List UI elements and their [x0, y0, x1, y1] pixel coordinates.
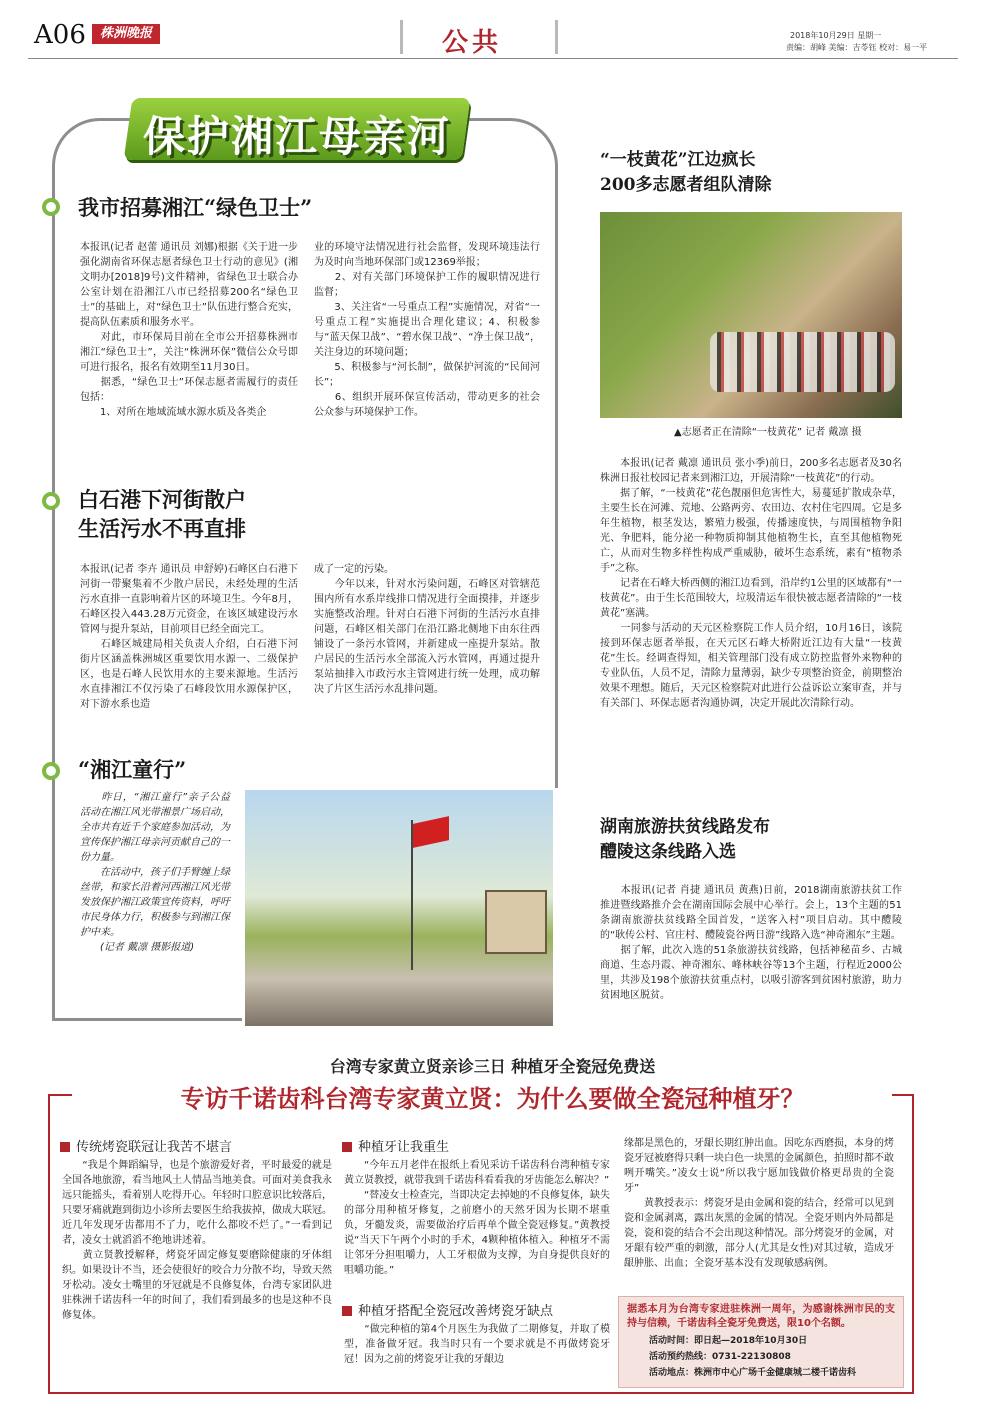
article-body-col2: 业的环境守法情况进行社会监督，发现环境违法行为及时向当地环保部门或12369举报； 2、对有关部门环境保护工作的履职情况进行监督； 3、关注省“一号重点工程”实施情况，对省“一号重点工程”实施提出合理化建议；4、积极参与“蓝天保卫战”、“碧水保卫战”、“净土保卫战”，关注身边的环境问题； 5、积极参与“河长制”，做保护河流的“民间河长”； 6、组织开展环保宣传活动，带动更多的社会公众参与环境保护工作。: [314, 242, 540, 418]
bullet-icon: [342, 1142, 352, 1152]
article-body-col2: 成了一定的污染。 今年以来，针对水污染问题，石峰区对管辖范围内所有水系岸线排口情况进行全面摸排，并逐步实施整改治理。针对白石港下河街的生活污水直排问题，石峰区相关部门在沿江路北侧地下由东往西铺设了一条污水管网，并新建成一座提升泵站。散户居民的生活污水全部流入污水管网，再通过提升泵站抽排入市政污水主管网进行统一处理，成功解决了片区生活污水乱排问题。: [314, 564, 540, 695]
event-photo: [245, 790, 553, 1026]
ad-section-title-text: 种植牙让我重生: [358, 1140, 450, 1155]
article-body-col1: 本报讯(记者 赵蕾 通讯员 刘娜)根据《关于进一步强化湖南省环保志愿者绿色卫士行动的意见》(湘文明办[2018]9号)文件精神，省绿色卫士联合办公室计划在沿湘江八市已经招募200名“绿色卫士”的基础上，对“绿色卫士”队伍进行整合充实，提高队伍素质和服务水平。 对此，市环保局目前在全市公开招募株洲市湘江“绿色卫士”，关注“株洲环保”微信公众号即可进行报名，报名有效期至11月30日。 据悉，“绿色卫士”环保志愿者需履行的责任包括： 1、对所在地域流域水源水质及各类企: [80, 242, 298, 418]
volunteer-photo: [600, 212, 902, 418]
section-dot-icon: [42, 492, 60, 510]
paper-logo: [92, 24, 160, 44]
section-title: 公共: [442, 28, 503, 58]
ad-col3-body: 缘都是黑色的，牙龈长期红肿出血。因吃东西磨损，本身的烤瓷牙冠被磨得只剩一块白色一块黑的金属颜色，拍照时都不敢咧开嘴笑。”凌女士说“所以我宁愿加钱做价格更昂贵的全瓷牙” 黄教授表示：烤瓷牙是由金属和瓷的结合，经常可以见到瓷和金属剥离，露出灰黑的金属的情况。全瓷牙则内外局都是瓷，瓷和瓷的结合不会出现这种情况。部分烤瓷牙的金属，对牙龈有较严重的刺激，部分人(尤其是女性)对其过敏，造成牙龈肿胀、出血；全瓷牙基本没有发现敏感病例。: [624, 1138, 894, 1269]
ad-section-title-text: 种植牙搭配全瓷冠改善烤瓷牙缺点: [358, 1304, 554, 1319]
page-number: A06: [34, 20, 86, 50]
bullet-icon: [342, 1306, 352, 1316]
article-body: 本报讯(记者 戴凛 通讯员 张小季)前日，200多名志愿者及30名株洲日报社校园记者来到湘江边，开展清除“一枝黄花”的行动。 据了解，“一枝黄花”花色靓丽但危害性大，易蔓延扩散成杂草，主要生长在河滩、荒地、公路两旁、农田边、农村住宅四周。它是多年生植物，根茎发达，繁殖力极强，传播速度快，与周围植物争阳光、争肥料，能分泌一种物质抑制其他植物生长，直至其他植物死亡，从而对生物多样性构成严重威胁，破坏生态系统，素有“植物杀手”之称。 记者在石峰大桥西侧的湘江边看到，沿岸约1公里的区域都有“一枝黄花”。由于生长范围较大，垃圾清运车很快被志愿者清除的“一枝黄花”塞满。 一同参与活动的天元区检察院工作人员介绍，10月16日，该院接到环保志愿者举报，在天元区石峰大桥附近江边有大量“一枝黄花”生长。经调查得知，相关管理部门没有成立防控监督外来物种的专业队伍，人员不足，清除力量薄弱，缺少专项整治资金，前期整治效果不理想。随后，天元区检察院对此进行公益诉讼立案审查，并与有关部门、环保志愿者沟通协调，决定开展此次清除行动。: [600, 458, 902, 709]
sign-board: [485, 890, 547, 954]
ad-section-title-text: 传统烤瓷联冠让我苦不堪言: [76, 1140, 233, 1155]
ad-headline: 专访千诺齿科台湾专家黄立贤：为什么要做全瓷冠种植牙？: [180, 1085, 805, 1113]
article-title-line2: 200多志愿者组队清除: [600, 175, 772, 195]
section-dot-icon: [42, 762, 60, 780]
ad-section-body: “今年五月老伴在报纸上看见采访千诺齿科台湾种植专家黄立贤教授，就带我到千诺齿科看看我的牙齿能怎么解决？” “替凌女士检查完，当即决定去掉她的不良修复体，缺失的部分用种植牙修复，之前磨小的天然牙因为长期不堪重负，牙髓发炎，需要做治疗后再单个做全瓷冠修复。”黄教授说“当天下午两个小时的手术，4颗种植体植入。种植牙不需让邻牙分担咀嚼力，人工牙根做为支撑，为自身提供良好的咀嚼功能。”: [344, 1160, 610, 1276]
ad-activity-time: 活动时间：即日起—2018年10月30日: [649, 1336, 808, 1346]
masthead: [0, 0, 985, 62]
masthead-divider-right: [555, 20, 558, 54]
photo-caption: ▲志愿者正在清除“一枝黄花” 记者 戴凛 摄: [674, 427, 862, 438]
article-title-line1: 湖南旅游扶贫线路发布: [600, 817, 770, 837]
masthead-date: 2018年10月29日 星期一: [790, 31, 882, 40]
feature-frame-bottom: [52, 1018, 242, 1021]
article-title: “湘江童行”: [78, 757, 187, 782]
article-title: 我市招募湘江“绿色卫士”: [78, 195, 313, 220]
paper-logo-text: 株洲晚报: [99, 26, 152, 41]
feature-banner-text: 保护湘江母亲河: [142, 112, 451, 161]
ad-section-title: [342, 1136, 449, 1155]
section-dot-icon: [42, 198, 60, 216]
masthead-divider-left: [400, 20, 403, 54]
masthead-editors: 责编：胡峰 美编：吉苓钰 校对：易一平: [786, 43, 928, 52]
article-title-line1: 白石港下河街散户: [78, 487, 246, 512]
flag-icon: [413, 816, 449, 848]
article-body-col1: 本报讯(记者 李卉 通讯员 申舒婷)石峰区白石港下河街一带聚集着不少散户居民，未经处理的生活污水直排一直影响着片区的环境卫生。今年8月，石峰区投入443.28万元资金，在该区域建设污水管网与提升泵站，目前项目已经全面完工。 石峰区城建局相关负责人介绍，白石港下河街片区涵盖株洲城区重要饮用水源一、二级保护区，也是石峰人民饮用水的主要来源地。生活污水直排湘江不仅污染了石峰段饮用水源保护区，对下游水系也造: [80, 564, 298, 710]
ad-subtitle: 台湾专家黄立贤亲诊三日 种植牙全瓷冠免费送: [329, 1057, 656, 1076]
ad-activity-place: 活动地点：株洲市中心广场千金健康城二楼千诺齿科: [649, 1368, 857, 1378]
feature-frame-left-tail: [52, 780, 55, 1020]
masthead-rule: [28, 58, 958, 59]
ad-promo-box: [618, 1296, 904, 1388]
ad-section-title: [342, 1300, 553, 1319]
ad-section-body: “做完种植的第4个月医生为我做了二期修复，并取了模型，准备做牙冠。我当时只有一个要求就是不再做烤瓷牙冠！因为之前的烤瓷牙让我的牙龈边: [344, 1324, 610, 1365]
bullet-icon: [60, 1142, 70, 1152]
article-body: 本报讯(记者 肖捷 通讯员 黄燕)日前，2018湖南旅游扶贫工作推进暨线路推介会在湖南国际会展中心举行。会上，13个主题的51条湖南旅游扶贫线路全国首发，“送客入村”项目启动。其中醴陵的“耿传公村、官庄村、醴陵瓷谷两日游”线路入选“神奇湘东”主题。 据了解，此次入选的51条旅游扶贫线路，包括神秘苗乡、古城商道、生态丹霞、神奇湘东、峰林峡谷等13个主题，行程近2000公里，共涉及198个旅游扶贫重点村，以吸引游客到贫困村旅游，助力贫困地区脱贫。: [600, 885, 902, 1001]
article-title-line2: 生活污水不再直排: [78, 516, 246, 541]
ad-promo-text: 据悉本月为台湾专家进驻株洲一周年，为感谢株洲市民的支持与信赖，千诺齿科全瓷牙免费送，限10个名额。: [627, 1304, 895, 1329]
article-title-line2: 醴陵这条线路入选: [600, 842, 736, 862]
crowd: [710, 332, 895, 392]
ad-section-title: [60, 1136, 232, 1155]
article-body: 昨日，“湘江童行”亲子公益活动在湘江风光带湘景广场启动，全市共有近千个家庭参加活动，为宣传保护湘江母亲河贡献自己的一份力量。 在活动中，孩子们手臂缠上绿丝带，和家长沿着河西湘江风光带发放保护湘江政策宣传资料，呼吁市民身体力行，积极参与到湘江保护中来。 (记者 戴凛 摄影报道): [80, 792, 230, 953]
ad-section-body: “我是个舞蹈编导，也是个旅游爱好者，平时最爱的就是全国各地旅游，看当地风土人情品当地美食。可面对美食我永远只能摇头，看着别人吃得开心。年轻时口腔意识比较落后，只要牙痛就跑到街边小诊所去要医生给我拔掉，做成大联冠。近几年发现牙齿都用不了力，吃什么都咬不烂了。”一看到记者，凌女士就滔滔不绝地讲述着。 黄立贤教授解释，烤瓷牙固定修复要磨除健康的牙体组织。如果设计不当，还会使很好的咬合力分散不均，导致天然牙松动。凌女士嘴里的牙冠就是不良修复体，台湾专家团队进驻株洲千诺齿科一年的时间了，我们看到最多的也是这种不良修复体。: [62, 1160, 332, 1321]
ad-activity-phone: 活动预约热线：0731-22130808: [649, 1352, 791, 1362]
article-title-line1: “一枝黄花”江边疯长: [600, 150, 756, 170]
flag-pole: [411, 820, 413, 970]
